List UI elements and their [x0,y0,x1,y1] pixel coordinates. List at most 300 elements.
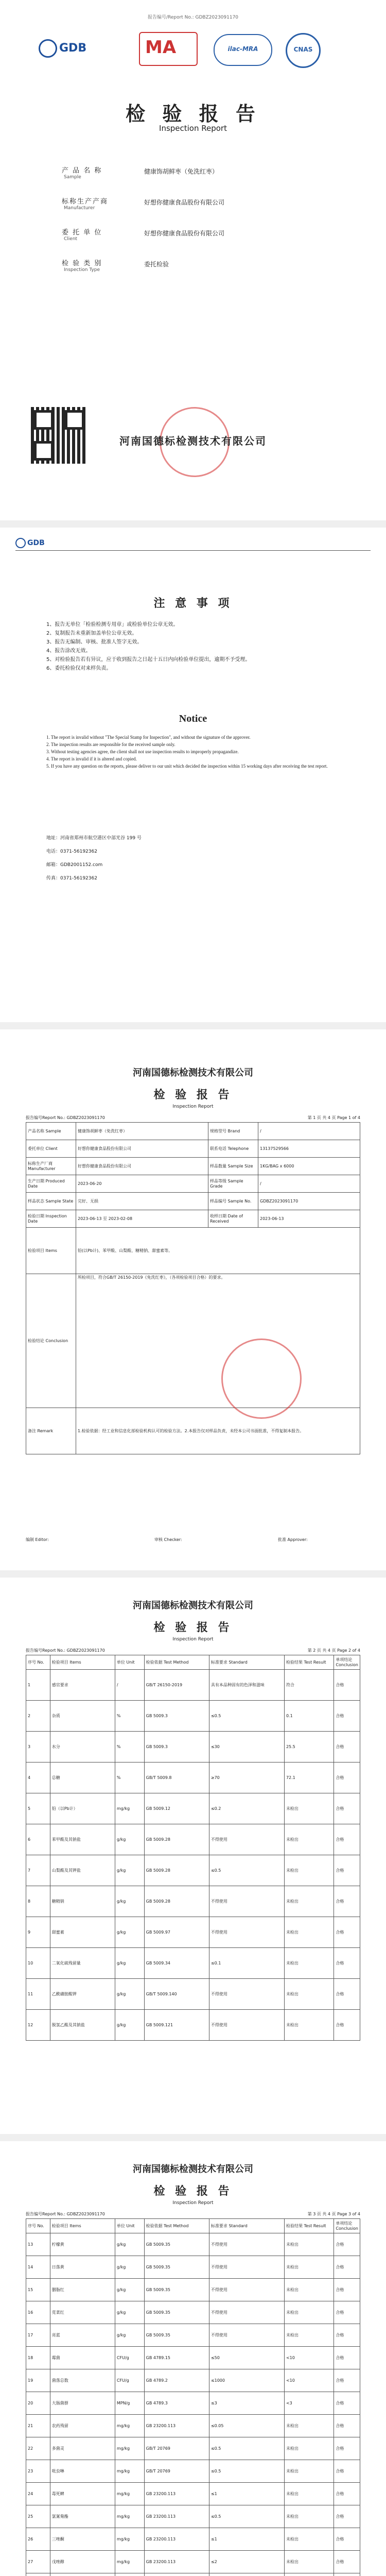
table-row [26,2460,360,2483]
table-cell: GB 5009.3 [144,1732,209,1762]
address-text: 地址：河南省郑州市航空港区中部光谷 199 号 [46,836,142,841]
table-cell: ≤1000 [209,2369,284,2392]
table-cell [115,2573,144,2576]
table-cell: g/kg [115,1979,144,2010]
table-cell: 不得使用 [209,1824,284,1855]
table-cell: 7 [26,1855,50,1886]
table-cell: 22 [26,2437,50,2460]
info-row: 产品名称 Sample 健康饰胡鲜枣（免洗红枣） 规格型号 Brand / [26,1123,360,1140]
table-cell: 合格 [334,1701,360,1732]
report-page-1 [0,1029,386,1570]
table-row [26,2505,360,2528]
table-cell: g/kg [115,1855,144,1886]
table-cell: 18 [26,2347,50,2369]
notice-item: 6、委托检验仅对来样负责。 [46,666,112,671]
table-cell: GB 5009.35 [144,2301,209,2324]
report-title-en: Inspection Report [172,1104,214,1109]
table-cell: GB 5009.35 [144,2279,209,2301]
table-cell: GB 5009.97 [144,1917,209,1948]
table-cell: MPN/g [115,2392,144,2415]
page-separator [0,1570,386,1578]
cover-field: 委 托 单 位 Client 好想你健康食品股份有限公司 [62,229,225,242]
table-cell: 二氧化硫残留量 [50,1948,115,1979]
logo-bar [28,32,358,68]
report-title: 检 验 报 告 [153,1621,233,1634]
table-cell: 总糖 [50,1762,115,1793]
table-row [26,1886,360,1917]
table-cell: 合格 [334,2279,360,2301]
table-cell: 未检出 [284,1979,334,2010]
result-table [26,1655,360,2041]
table-cell: ≤30 [209,1732,284,1762]
report-page-2 [0,1578,386,2134]
table-cell [144,2573,209,2576]
page-number: 第 1 页 共 4 页 Page 1 of 4 [307,1115,360,1120]
table-cell: GB/T 5009.8 [144,1762,209,1793]
table-cell: 合格 [334,1917,360,1948]
table-header: 序号 No. 检验项目 Items 单位 Unit 检验依据 Test Method 标准要求 Standard 检验结果 Test Result 单项结论 Conclusion [26,2219,360,2233]
cover-title-en: Inspection Report [159,124,227,133]
table-cell: 不得使用 [209,2010,284,2041]
table-cell: GB 4789.15 [144,2347,209,2369]
table-cell: g/kg [115,1824,144,1855]
table-cell: 25 [26,2505,50,2528]
cover-title: 检 验 报 告 [126,103,260,125]
table-cell: GB 23200.113 [144,2528,209,2551]
table-cell: GB 23200.113 [144,2505,209,2528]
table-row [26,2279,360,2301]
table-cell: g/kg [115,2301,144,2324]
cover-field: 标称生产产商 Manufacturer 好想你健康食品股份有限公司 [62,198,225,211]
table-cell: 未检出 [284,2437,334,2460]
company-name: 河南国德标检测技术有限公司 [133,1067,253,1078]
table-cell: 合格 [334,1948,360,1979]
table-row [26,1979,360,2010]
table-row [26,1762,360,1793]
table-cell: 17 [26,2324,50,2347]
table-cell: 不得使用 [209,2233,284,2256]
info-row: 委托单位 Client 好想你健康食品股份有限公司 联系电话 Telephone 13137529566 [26,1140,360,1158]
table-cell: 27 [26,2551,50,2573]
table-cell: ≤1 [209,2483,284,2505]
cover-field-list [62,165,329,289]
table-cell: CFU/g [115,2347,144,2369]
table-cell: 具有本品种固有的色泽和滋味 [209,1670,284,1701]
table-cell: GB 23200.113 [144,2483,209,2505]
table-cell: 19 [26,2369,50,2392]
table-cell: 合格 [334,2010,360,2041]
table-cell: 苋菜红 [50,2301,115,2324]
table-cell: GB/T 5009.140 [144,1979,209,2010]
table-header: 序号 No. 检验项目 Items 单位 Unit 检验依据 Test Method 标准要求 Standard 检验结果 Test Result 单项结论 Conclusion [26,1655,360,1670]
table-cell: 未检出 [284,2301,334,2324]
table-cell: % [115,1762,144,1793]
page-separator [0,520,386,528]
table-cell: 合格 [334,1886,360,1917]
table-cell: ≤0.1 [209,1948,284,1979]
table-cell: GB 5009.28 [144,1824,209,1855]
table-cell: 不得使用 [209,1917,284,1948]
table-cell: 多菌灵 [50,2437,115,2460]
table-cell: mg/kg [115,2437,144,2460]
table-cell: 14 [26,2256,50,2279]
table-cell: CFU/g [115,2369,144,2392]
table-cell: mg/kg [115,2551,144,2573]
table-cell: 21 [26,2415,50,2437]
notice-title: 注 意 事 项 [153,597,233,610]
table-cell: 甜蜜素 [50,1917,115,1948]
table-cell: 11 [26,1979,50,2010]
table-cell: 未检出 [284,2415,334,2437]
table-cell: 23 [26,2460,50,2483]
info-row: 标称生产厂商 Manufacturer 好想你健康食品股份有限公司 样品数量 Sample Size 1KG/BAG x 6000 [26,1158,360,1175]
table-cell: 不得使用 [209,2256,284,2279]
table-cell: 6 [26,1824,50,1855]
table-cell: 合格 [334,2551,360,2573]
table-cell: ≤50 [209,2347,284,2369]
info-row: 检验日期 Inspection Date 2023-06-13 至 2023-02-08 收样日期 Date of Received 2023-06-13 [26,1210,360,1228]
table-cell: mg/kg [115,2483,144,2505]
report-title-en: Inspection Report [172,1637,214,1642]
editor-signature: 编制 Editor: [26,1537,49,1542]
table-cell: 72.1 [284,1762,334,1793]
cma-logo: MA [139,32,198,66]
table-cell: 毒死蜱 [50,2483,115,2505]
report-number: 报告编号Report No.: GDBZ2023091170 [26,2212,105,2216]
table-cell [334,2573,360,2576]
table-cell: 未检出 [284,2256,334,2279]
ilac-logo: ilac-MRA [214,34,272,66]
table-cell: <10 [284,2369,334,2392]
conclusion-row: 检验结论 Conclusion 所检项目，符合GB/T 26150-2019《免洗红枣》，（各项检验项目合格）的要求。 [26,1274,360,1408]
cover-page [0,0,386,520]
company-name: 河南国德标检测技术有限公司 [133,2164,253,2175]
table-cell: <10 [284,2347,334,2369]
table-cell: % [115,1701,144,1732]
table-cell: 水分 [50,1732,115,1762]
inspection-seal [221,1338,302,1419]
table-cell: 25.5 [284,1732,334,1762]
table-cell: 未检出 [284,2483,334,2505]
table-cell: ≤2 [209,2551,284,2573]
table-cell: <3 [284,2392,334,2415]
table-cell: 5 [26,1793,50,1824]
table-cell: 合格 [334,2460,360,2483]
cover-company-name: 河南国德标检测技术有限公司 [119,435,267,447]
table-cell: 合格 [334,1793,360,1824]
table-cell: g/kg [115,2256,144,2279]
table-cell: mg/kg [115,2415,144,2437]
table-row [26,2010,360,2041]
table-cell: GB 4789.2 [144,2369,209,2392]
table-cell: 三唑酮 [50,2528,115,2551]
table-row [26,1701,360,1732]
table-row [26,2392,360,2415]
table-cell: ≤0.05 [209,2415,284,2437]
table-cell: 26 [26,2528,50,2551]
table-cell: 不得使用 [209,2301,284,2324]
table-row [26,2233,360,2256]
remark-row: 备注 Remark 1.检验依据：经工业和信息化部检验机构认可的检验方法。2.本报告仅对样品负责，未经本公司书面批准，不得复制本报告。 [26,1408,360,1454]
table-cell: GB 5009.28 [144,1855,209,1886]
table-cell: 0.1 [284,1701,334,1732]
table-cell: 糖精钠 [50,1886,115,1917]
table-row [26,1824,360,1855]
notice-item-en: 3. Without testing agencies agree, the client shall not use inspection results to improperly propagandize. [46,749,239,754]
table-cell: g/kg [115,2233,144,2256]
table-cell: 合格 [334,2437,360,2460]
table-row [26,1917,360,1948]
table-cell: 合格 [334,1979,360,2010]
table-cell: GB/T 26150-2019 [144,1670,209,1701]
page-number: 第 2 页 共 4 页 Page 2 of 4 [307,1648,360,1653]
notice-title-en: Notice [179,713,207,724]
cover-field: 检 验 类 别 Inspection Type 委托检验 [62,260,169,273]
table-cell: g/kg [115,1948,144,1979]
table-cell: 合格 [334,1762,360,1793]
table-cell: 15 [26,2279,50,2301]
table-row [26,2256,360,2279]
cover-field: 产 品 名 称 Sample 健康饰胡鲜枣（免洗红枣） [62,167,219,180]
notice-item: 5、对检验报告若有异议，应于收到报告之日起十五日内向检验单位提出，逾期不予受理。 [46,657,251,663]
table-cell: 脱氢乙酸及其钠盐 [50,2010,115,2041]
notice-item: 4、报告涂改无效。 [46,648,91,654]
table-row [26,1855,360,1886]
table-cell: ≥70 [209,1762,284,1793]
table-cell: 4 [26,1762,50,1793]
telephone-text: 电话：0371-56192362 [46,849,97,854]
table-cell: 不得使用 [209,2324,284,2347]
table-cell: ≤0.2 [209,1793,284,1824]
info-row: 样品状态 Sample State 完好、无损 样品编号 Sample No. GDBZ2023091170 [26,1193,360,1210]
table-cell: g/kg [115,1886,144,1917]
table-cell: GB 5009.3 [144,1701,209,1732]
table-cell: 未检出 [284,2551,334,2573]
table-cell: 合格 [334,1732,360,1762]
table-cell: 3 [26,1732,50,1762]
table-cell: 2 [26,1701,50,1732]
table-cell: 未检出 [284,2233,334,2256]
table-cell: GB 5009.121 [144,2010,209,2041]
table-row [26,2483,360,2505]
report-number-note: 报告编号/Report No.: GDBZ2023091170 [147,15,239,20]
table-cell: 未检出 [284,1886,334,1917]
table-cell: GB/T 20769 [144,2460,209,2483]
table-cell: g/kg [115,1917,144,1948]
table-cell: 菌落总数 [50,2369,115,2392]
table-cell: 胭脂红 [50,2279,115,2301]
table-cell: GB 5009.34 [144,1948,209,1979]
table-cell [284,2573,334,2576]
table-cell: 合格 [334,2301,360,2324]
table-cell: 未检出 [284,2324,334,2347]
table-cell: GB 23200.113 [144,2415,209,2437]
table-row [26,2415,360,2437]
gdb-logo: GDB [39,39,86,58]
table-cell [209,2573,284,2576]
table-row [26,1948,360,1979]
table-cell: 未检出 [284,1855,334,1886]
company-name: 河南国德标检测技术有限公司 [133,1600,253,1611]
table-cell: 9 [26,1917,50,1948]
table-cell [50,2573,115,2576]
table-cell: ≤0.5 [209,2505,284,2528]
table-cell: 乙酰磺胺酸钾 [50,1979,115,2010]
report-number: 报告编号Report No.: GDBZ2023091170 [26,1115,105,1120]
table-cell: g/kg [115,2010,144,2041]
divider [15,550,371,551]
table-row [26,2301,360,2324]
notice-item-en: 2. The inspection results are responsible for the received sample only. [46,742,176,747]
table-row [26,2369,360,2392]
table-cell: 合格 [334,2347,360,2369]
table-cell: 13 [26,2233,50,2256]
table-cell: ≤0.5 [209,1701,284,1732]
table-cell: 24 [26,2483,50,2505]
notice-item-en: 5. If you have any question on the reports, please deliver to our unit which decided the inspection within 15 working days after receiving the test report. [46,764,328,769]
table-row [26,2324,360,2347]
table-cell: GB 5009.35 [144,2324,209,2347]
table-cell: g/kg [115,2279,144,2301]
page-number: 第 3 页 共 4 页 Page 3 of 4 [307,2212,360,2216]
table-cell: 未检出 [284,2528,334,2551]
table-row [26,1670,360,1701]
table-cell: 20 [26,2392,50,2415]
table-cell: 农药残留 [50,2415,115,2437]
table-cell: GB 5009.35 [144,2256,209,2279]
report-title: 检 验 报 告 [153,1089,233,1101]
table-cell: 1 [26,1670,50,1701]
result-table [26,2218,360,2576]
table-cell: 未检出 [284,1917,334,1948]
table-row [26,2528,360,2551]
email-text: 邮箱：GDB2001152.com [46,862,103,868]
table-cell: 8 [26,1886,50,1917]
notice-item: 2、复制报告未重新加盖单位公章无效。 [46,631,137,636]
table-cell: 吡虫啉 [50,2460,115,2483]
table-cell: 不得使用 [209,2279,284,2301]
table-cell: 未检出 [284,1793,334,1824]
cnas-logo: CNAS [286,33,321,68]
checker-signature: 审核 Checker: [154,1537,182,1542]
table-cell: ≤0.5 [209,2460,284,2483]
notice-item: 1、报告无单位「检验检测专用章」或检验单位公章无效。 [46,622,179,628]
table-cell: 合格 [334,2528,360,2551]
table-cell: 大肠菌群 [50,2392,115,2415]
table-cell: 日落黄 [50,2256,115,2279]
table-row [26,1732,360,1762]
notice-item: 3、报告无编制、审核、批准人签字无效。 [46,639,143,645]
table-cell: GB 5009.12 [144,1793,209,1824]
table-cell: 符合 [284,1670,334,1701]
table-cell: GB 23200.113 [144,2551,209,2573]
info-row: 生产日期 Produced Date 2023-06-20 样品等级 Sample Grade / [26,1175,360,1193]
table-cell: ≤0.5 [209,2437,284,2460]
fax-text: 传真：0371-56192362 [46,876,97,881]
table-cell: 16 [26,2301,50,2324]
gdb-logo: GDB [15,538,45,548]
page-separator [0,1022,386,1029]
report-number: 报告编号Report No.: GDBZ2023091170 [26,1648,105,1653]
table-cell: GB 5009.35 [144,2233,209,2256]
table-cell: 合格 [334,1855,360,1886]
table-cell: 未检出 [284,2505,334,2528]
table-row [26,2551,360,2573]
table-cell: 合格 [334,1670,360,1701]
table-cell: ≤3 [209,2392,284,2415]
table-cell: 合格 [334,2233,360,2256]
table-cell: g/kg [115,2324,144,2347]
table-cell: % [115,1732,144,1762]
table-cell: 感官要求 [50,1670,115,1701]
table-cell: 霉菌 [50,2347,115,2369]
table-row [26,1793,360,1824]
table-cell: mg/kg [115,2460,144,2483]
table-cell: / [115,1670,144,1701]
table-cell: 合格 [334,2256,360,2279]
table-cell: 氯氰菊酯 [50,2505,115,2528]
notice-page [0,528,386,1022]
table-cell: 合格 [334,2483,360,2505]
table-cell: 未检出 [284,1948,334,1979]
contact-block [46,832,340,885]
table-cell: GB 4789.3 [144,2392,209,2415]
notice-item-en: 1. The report is invalid without "The Special Stamp for Inspection", and without the signature of the approver. [46,735,251,740]
table-cell: 山梨酸及其钾盐 [50,1855,115,1886]
table-row [26,2347,360,2369]
table-cell: 10 [26,1948,50,1979]
table-cell: mg/kg [115,2528,144,2551]
table-row [26,2437,360,2460]
table-cell: 合格 [334,1824,360,1855]
table-cell: GB/T 20769 [144,2437,209,2460]
table-cell [26,2573,50,2576]
page-separator [0,2134,386,2141]
table-cell: 苯甲酸及其钠盐 [50,1824,115,1855]
table-cell: 未检出 [284,1824,334,1855]
table-cell: 亮蓝 [50,2324,115,2347]
report-title: 检 验 报 告 [153,2185,233,2198]
table-cell: 戊唑醇 [50,2551,115,2573]
notice-item-en: 4. The report is invalid if it is altered and copied. [46,756,137,761]
table-cell: 柠檬黄 [50,2233,115,2256]
report-title-en: Inspection Report [172,2200,214,2206]
table-cell: mg/kg [115,1793,144,1824]
table-cell: 合格 [334,2369,360,2392]
table-cell: 12 [26,2010,50,2041]
table-cell: 合格 [334,2324,360,2347]
table-cell: ≤1 [209,2528,284,2551]
table-cell: GB 5009.28 [144,1886,209,1917]
report-page-3 [0,2141,386,2576]
table-cell: ≤0.5 [209,1855,284,1886]
table-cell: 未检出 [284,2279,334,2301]
approver-signature: 批准 Approver: [278,1537,308,1542]
table-cell: 合格 [334,2392,360,2415]
table-cell: 未检出 [284,2460,334,2483]
table-cell: 不得使用 [209,1979,284,2010]
report-info-table [26,1122,360,1454]
notice-list-cn [46,620,340,673]
notice-list-en [46,734,340,770]
table-cell: mg/kg [115,2505,144,2528]
table-cell: 铅（以Pb计） [50,1793,115,1824]
table-cell: 不得使用 [209,1886,284,1917]
table-cell: 合格 [334,2415,360,2437]
table-cell: 杂质 [50,1701,115,1732]
table-row [26,2573,360,2576]
items-row: 检验项目 Items 铅(以Pb计)、苯甲酸、山梨酸、糖精钠、甜蜜素等。 [26,1228,360,1274]
